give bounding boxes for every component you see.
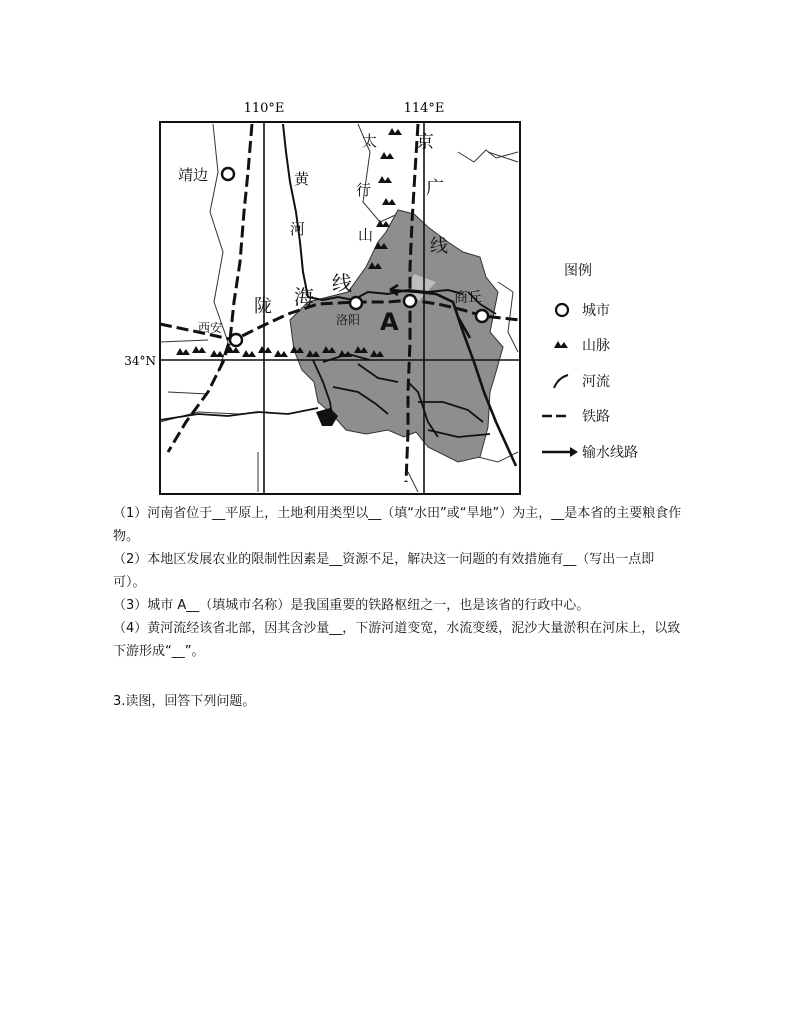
label-huanghe-2: 河 (290, 220, 306, 238)
city-shangqiu-marker (476, 310, 488, 322)
city-luoyang-marker (350, 297, 362, 309)
label-huanghe-1: 黄 (294, 170, 310, 188)
legend-label-mountain: 山脉 (582, 338, 610, 354)
longitude-label-110: 110°E (243, 101, 285, 116)
label-city-a: A (380, 308, 399, 336)
label-luoyang: 洛阳 (336, 313, 361, 327)
city-xian-marker (230, 334, 242, 346)
longitude-label-114: 114°E (403, 101, 445, 116)
water-route-icon (542, 447, 578, 457)
label-longhai-2: 海 (294, 285, 314, 309)
label-longhai-1: 陇 (254, 296, 272, 317)
label-jingguang-1: 京 (416, 132, 434, 153)
label-taihang-2: 行 (356, 181, 372, 199)
question-4: （4）黄河流经该省北部，因其含沙量__，下游河道变宽，水流变缓，泥沙大量淤积在河床上，以致下游形成“__”。 (113, 621, 681, 659)
city-jingbian-marker (222, 168, 234, 180)
legend-label-railway: 铁路 (582, 409, 610, 425)
city-a-marker (404, 295, 416, 307)
next-question-heading: 3.读图，回答下列问题。 (113, 694, 256, 709)
label-taihang-3: 山 (358, 226, 374, 244)
legend-label-water-route: 输水线路 (582, 445, 638, 461)
label-jingguang-3: 线 (430, 236, 448, 257)
label-jingguang-2: 广 (426, 178, 444, 199)
legend (542, 263, 638, 461)
map-figure (118, 92, 678, 502)
latitude-label-34: 34°N (124, 354, 156, 368)
legend-title: 图例 (564, 263, 592, 279)
label-xian: 西安 (198, 321, 223, 335)
label-shangqiu: 商丘 (454, 290, 482, 306)
legend-label-river: 河流 (582, 374, 610, 390)
river-icon (554, 375, 568, 388)
label-taihang-1: 太 (362, 132, 378, 150)
label-jingbian: 靖边 (178, 166, 209, 184)
city-icon (556, 304, 568, 316)
question-2: （2）本地区发展农业的限制性因素是__资源不足，解决这一问题的有效措施有__（写出一点即可）。 (113, 552, 655, 590)
legend-label-city: 城市 (582, 303, 610, 319)
question-list (113, 502, 685, 663)
mountain-icon (554, 341, 568, 348)
question-1: （1）河南省位于__平原上，土地利用类型以__（填“水田”或“旱地”）为主，__是本省的主要粮食作物。 (113, 506, 682, 544)
question-3: （3）城市 A__（填城市名称）是我国重要的铁路枢纽之一，也是该省的行政中心。 (113, 598, 590, 613)
label-longhai-3: 线 (332, 271, 352, 295)
